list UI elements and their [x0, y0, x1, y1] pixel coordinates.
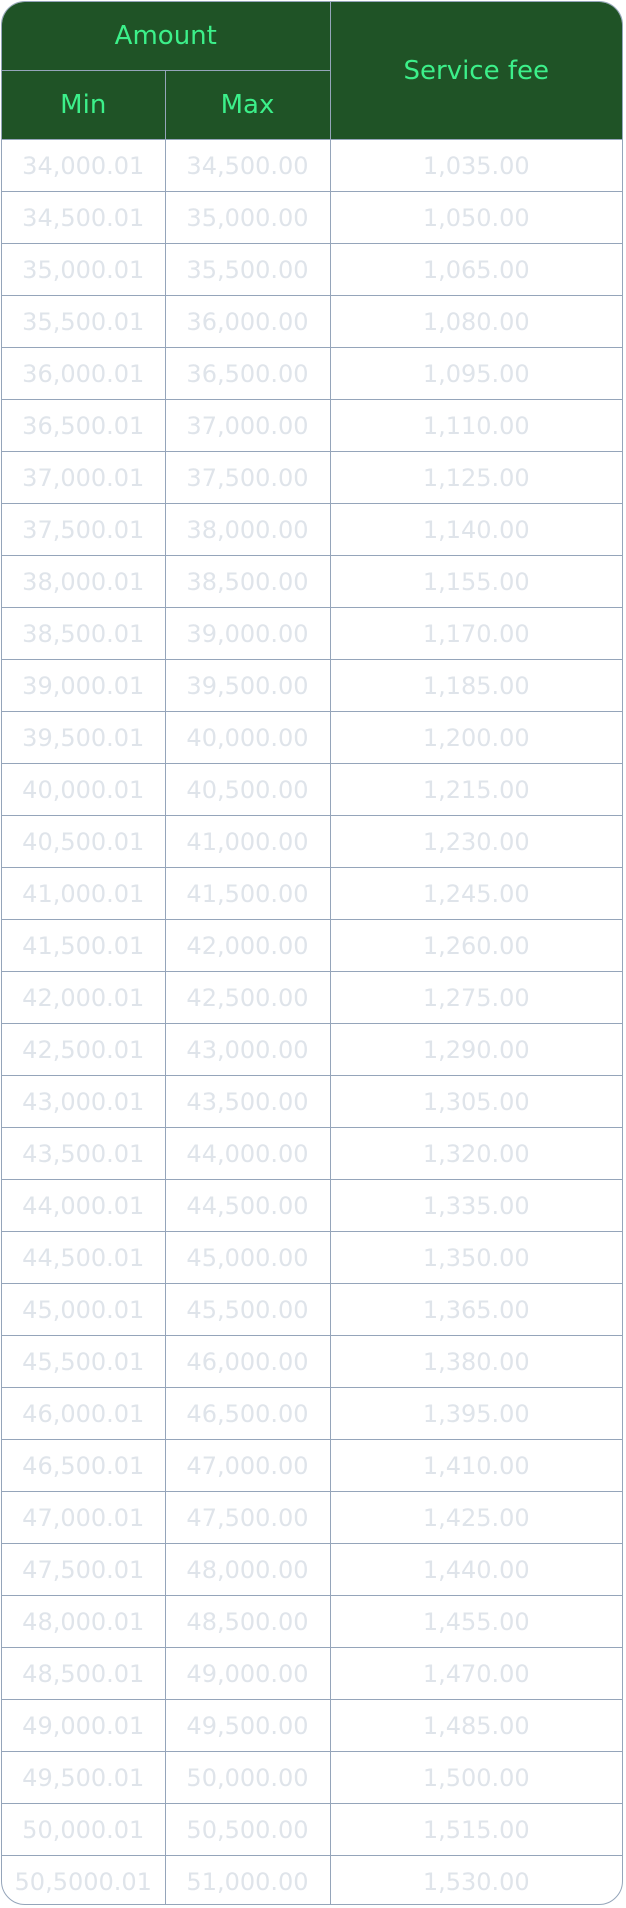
service-fee-cell: 1,530.00 [330, 1856, 622, 1906]
table-row [2, 1336, 622, 1388]
service-fee-cell: 1,335.00 [330, 1180, 622, 1232]
max-cell: 42,500.00 [165, 972, 330, 1024]
table-row [2, 1440, 622, 1492]
max-cell: 48,000.00 [165, 1544, 330, 1596]
min-cell: 36,500.01 [2, 400, 165, 452]
service-fee-cell: 1,320.00 [330, 1128, 622, 1180]
table-row [2, 608, 622, 660]
max-cell: 42,000.00 [165, 920, 330, 972]
max-cell: 41,000.00 [165, 816, 330, 868]
service-fee-cell: 1,050.00 [330, 192, 622, 244]
amount-header: Amount [2, 2, 330, 71]
table-row [2, 348, 622, 400]
max-cell: 35,500.00 [165, 244, 330, 296]
min-cell: 35,000.01 [2, 244, 165, 296]
service-fee-cell: 1,500.00 [330, 1752, 622, 1804]
table-body [2, 140, 622, 1906]
min-cell: 38,500.01 [2, 608, 165, 660]
service-fee-cell: 1,485.00 [330, 1700, 622, 1752]
service-fee-cell: 1,155.00 [330, 556, 622, 608]
service-fee-cell: 1,035.00 [330, 140, 622, 192]
table-row [2, 1804, 622, 1856]
service-fee-cell: 1,140.00 [330, 504, 622, 556]
max-cell: 43,500.00 [165, 1076, 330, 1128]
min-cell: 47,500.01 [2, 1544, 165, 1596]
min-cell: 39,000.01 [2, 660, 165, 712]
min-cell: 49,000.01 [2, 1700, 165, 1752]
table-row [2, 1648, 622, 1700]
max-cell: 45,000.00 [165, 1232, 330, 1284]
table-row [2, 660, 622, 712]
min-cell: 43,000.01 [2, 1076, 165, 1128]
service-fee-cell: 1,185.00 [330, 660, 622, 712]
min-cell: 48,000.01 [2, 1596, 165, 1648]
table-row [2, 400, 622, 452]
table-row [2, 556, 622, 608]
min-cell: 47,000.01 [2, 1492, 165, 1544]
service-fee-cell: 1,275.00 [330, 972, 622, 1024]
service-fee-cell: 1,350.00 [330, 1232, 622, 1284]
min-cell: 35,500.01 [2, 296, 165, 348]
min-cell: 37,000.01 [2, 452, 165, 504]
max-cell: 50,000.00 [165, 1752, 330, 1804]
max-cell: 46,000.00 [165, 1336, 330, 1388]
max-cell: 38,000.00 [165, 504, 330, 556]
service-fee-cell: 1,230.00 [330, 816, 622, 868]
table-row [2, 452, 622, 504]
table-row [2, 1232, 622, 1284]
service-fee-header: Service fee [330, 2, 622, 140]
table-row [2, 504, 622, 556]
table-row [2, 1128, 622, 1180]
service-fee-cell: 1,395.00 [330, 1388, 622, 1440]
min-cell: 44,000.01 [2, 1180, 165, 1232]
min-cell: 46,000.01 [2, 1388, 165, 1440]
service-fee-cell: 1,170.00 [330, 608, 622, 660]
min-cell: 41,000.01 [2, 868, 165, 920]
service-fee-cell: 1,095.00 [330, 348, 622, 400]
table-row [2, 140, 622, 192]
table-header [2, 2, 622, 140]
min-cell: 36,000.01 [2, 348, 165, 400]
max-cell: 44,000.00 [165, 1128, 330, 1180]
max-cell: 38,500.00 [165, 556, 330, 608]
table-row [2, 1492, 622, 1544]
max-cell: 36,000.00 [165, 296, 330, 348]
service-fee-cell: 1,365.00 [330, 1284, 622, 1336]
service-fee-cell: 1,245.00 [330, 868, 622, 920]
table-row [2, 712, 622, 764]
min-cell: 37,500.01 [2, 504, 165, 556]
min-cell: 48,500.01 [2, 1648, 165, 1700]
service-fee-cell: 1,290.00 [330, 1024, 622, 1076]
max-cell: 46,500.00 [165, 1388, 330, 1440]
min-cell: 39,500.01 [2, 712, 165, 764]
table-row [2, 1700, 622, 1752]
table-row [2, 764, 622, 816]
max-cell: 51,000.00 [165, 1856, 330, 1906]
table-row [2, 1856, 622, 1906]
min-cell: 41,500.01 [2, 920, 165, 972]
max-cell: 37,500.00 [165, 452, 330, 504]
min-cell: 38,000.01 [2, 556, 165, 608]
min-cell: 50,000.01 [2, 1804, 165, 1856]
table-row [2, 1076, 622, 1128]
min-cell: 49,500.01 [2, 1752, 165, 1804]
table-row [2, 1596, 622, 1648]
service-fee-cell: 1,200.00 [330, 712, 622, 764]
table-row [2, 1544, 622, 1596]
service-fee-cell: 1,380.00 [330, 1336, 622, 1388]
max-cell: 41,500.00 [165, 868, 330, 920]
min-cell: 34,000.01 [2, 140, 165, 192]
max-cell: 40,000.00 [165, 712, 330, 764]
max-cell: 35,000.00 [165, 192, 330, 244]
max-cell: 39,000.00 [165, 608, 330, 660]
min-cell: 40,000.01 [2, 764, 165, 816]
min-cell: 34,500.01 [2, 192, 165, 244]
table-row [2, 816, 622, 868]
service-fee-table [2, 2, 622, 1905]
table-row [2, 244, 622, 296]
min-cell: 45,500.01 [2, 1336, 165, 1388]
max-cell: 49,000.00 [165, 1648, 330, 1700]
service-fee-cell: 1,080.00 [330, 296, 622, 348]
table-row [2, 920, 622, 972]
max-cell: 50,500.00 [165, 1804, 330, 1856]
max-cell: 43,000.00 [165, 1024, 330, 1076]
table-row [2, 296, 622, 348]
max-cell: 37,000.00 [165, 400, 330, 452]
service-fee-cell: 1,110.00 [330, 400, 622, 452]
service-fee-cell: 1,305.00 [330, 1076, 622, 1128]
service-fee-cell: 1,125.00 [330, 452, 622, 504]
service-fee-cell: 1,455.00 [330, 1596, 622, 1648]
min-cell: 40,500.01 [2, 816, 165, 868]
min-cell: 50,5000.01 [2, 1856, 165, 1906]
table-row [2, 972, 622, 1024]
max-cell: 47,000.00 [165, 1440, 330, 1492]
min-cell: 46,500.01 [2, 1440, 165, 1492]
min-cell: 42,000.01 [2, 972, 165, 1024]
service-fee-cell: 1,410.00 [330, 1440, 622, 1492]
table-row [2, 868, 622, 920]
max-cell: 36,500.00 [165, 348, 330, 400]
max-cell: 45,500.00 [165, 1284, 330, 1336]
max-cell: 40,500.00 [165, 764, 330, 816]
service-fee-cell: 1,425.00 [330, 1492, 622, 1544]
table-row [2, 1284, 622, 1336]
max-cell: 44,500.00 [165, 1180, 330, 1232]
table-row [2, 192, 622, 244]
min-cell: 45,000.01 [2, 1284, 165, 1336]
max-cell: 47,500.00 [165, 1492, 330, 1544]
max-header: Max [165, 71, 330, 140]
service-fee-cell: 1,260.00 [330, 920, 622, 972]
service-fee-cell: 1,440.00 [330, 1544, 622, 1596]
service-fee-cell: 1,215.00 [330, 764, 622, 816]
table-row [2, 1752, 622, 1804]
max-cell: 39,500.00 [165, 660, 330, 712]
min-header: Min [2, 71, 165, 140]
header-row-top [2, 2, 622, 71]
table-row [2, 1388, 622, 1440]
service-fee-cell: 1,515.00 [330, 1804, 622, 1856]
table-row [2, 1180, 622, 1232]
min-cell: 43,500.01 [2, 1128, 165, 1180]
max-cell: 34,500.00 [165, 140, 330, 192]
min-cell: 42,500.01 [2, 1024, 165, 1076]
table-row [2, 1024, 622, 1076]
service-fee-cell: 1,065.00 [330, 244, 622, 296]
min-cell: 44,500.01 [2, 1232, 165, 1284]
max-cell: 49,500.00 [165, 1700, 330, 1752]
service-fee-cell: 1,470.00 [330, 1648, 622, 1700]
max-cell: 48,500.00 [165, 1596, 330, 1648]
service-fee-table-container [1, 1, 623, 1905]
